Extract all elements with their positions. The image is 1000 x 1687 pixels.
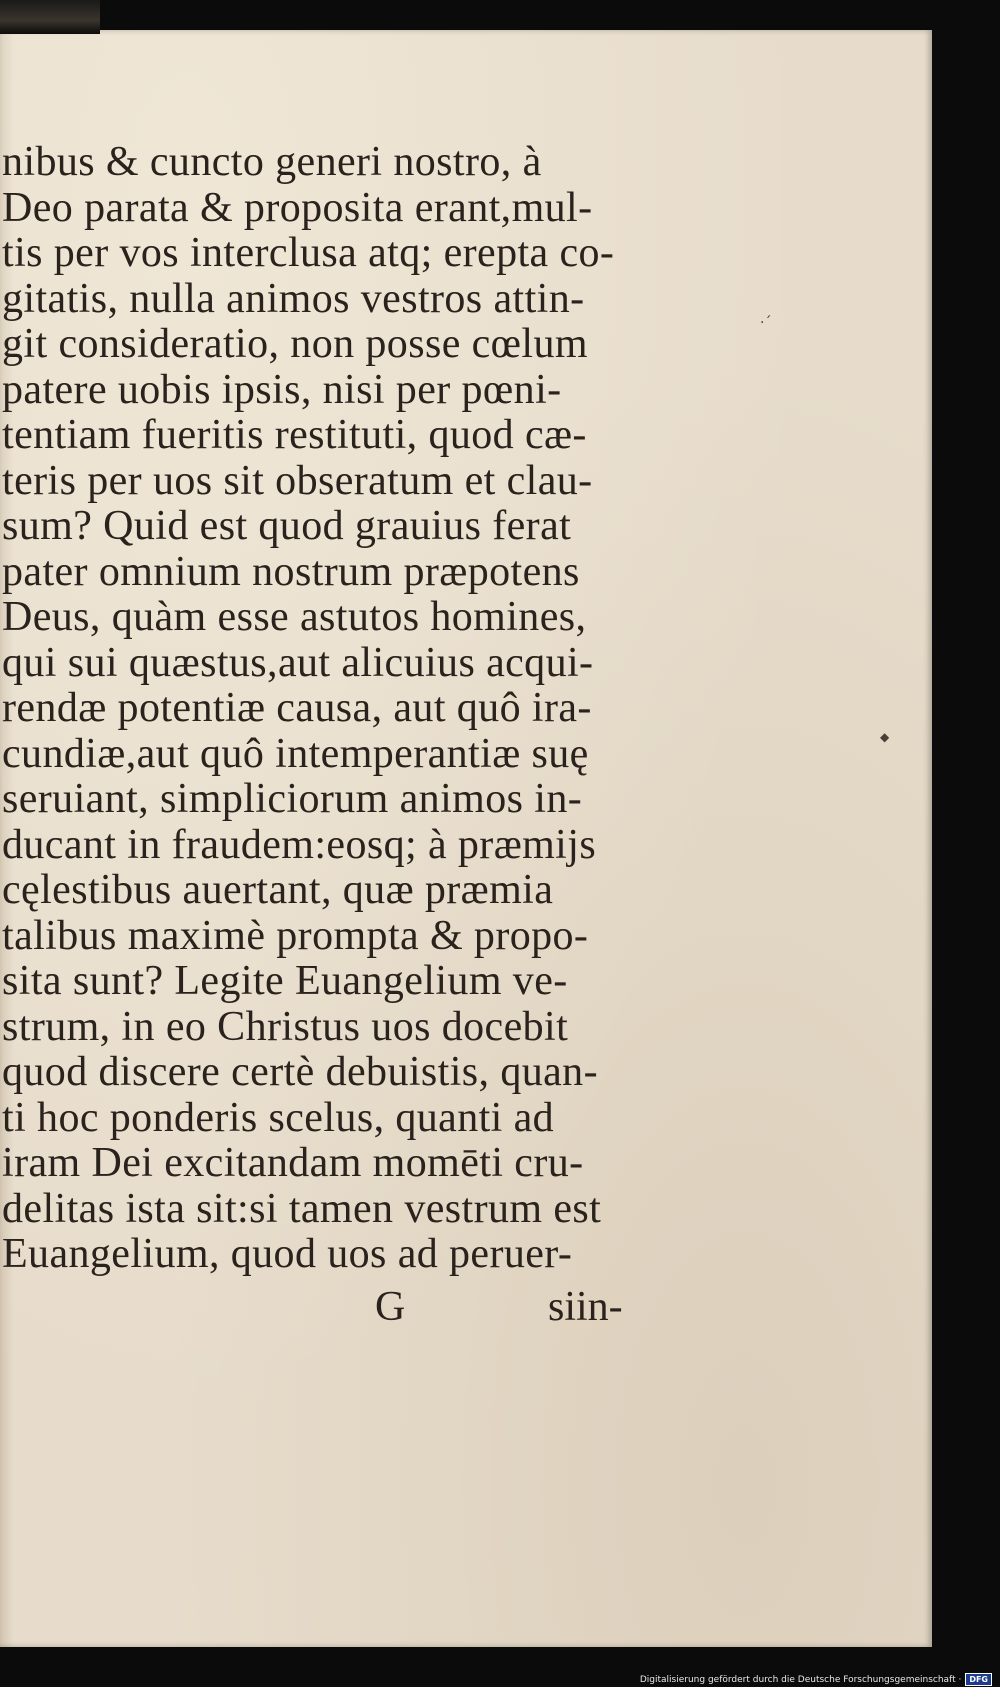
catchword: siin-: [548, 1284, 623, 1330]
text-line: teris per uos sit obseratum et clau-: [2, 457, 593, 504]
book-page: [0, 30, 932, 1647]
text-line: Euangelium, quod uos ad peruer-: [2, 1231, 573, 1277]
text-line: nibus & cuncto generi nostro, à: [2, 139, 542, 185]
text-line: strum, in eo Christus uos docebit: [2, 1003, 569, 1050]
text-line: quod discere certè debuistis, quan-: [2, 1049, 598, 1095]
text-line: git consideratio, non posse cœlum: [2, 321, 588, 367]
credit-text: Digitalisierung gefördert durch die Deutsche Forschungsgemeinschaft ·: [639, 1674, 962, 1685]
text-line: ti hoc ponderis scelus, quanti ad: [2, 1094, 555, 1141]
page-footer-line: [0, 1283, 680, 1333]
text-line: cęlestibus auertant, quæ præmia: [2, 867, 554, 913]
text-line: tentiam fueritis restituti, quod cæ-: [2, 412, 587, 458]
text-line: delitas ista sit:si tamen vestrum est: [2, 1185, 602, 1232]
text-line: pater omnium nostrum præpotens: [2, 548, 580, 595]
text-line: seruiant, simpliciorum animos in-: [2, 776, 583, 822]
text-line: sum? Quid est quod grauius ferat: [2, 503, 572, 549]
text-line: iram Dei excitandam momēti cru-: [2, 1140, 584, 1186]
text-line: ducant in fraudem:eosq; à præmijs: [2, 821, 597, 868]
text-line: patere uobis ipsis, nisi per pœni-: [2, 366, 562, 413]
signature-mark: G: [375, 1284, 406, 1330]
text-line: rendæ potentiæ causa, aut quô ira-: [2, 685, 592, 731]
page-text: [0, 140, 680, 1278]
footer-bar: [0, 1647, 1000, 1687]
dfg-logo-icon: DFG: [965, 1673, 992, 1686]
ink-speck: ·ˊ: [760, 315, 772, 331]
text-line: tis per vos interclusa atq; erepta co-: [2, 230, 615, 276]
funding-credit: [640, 1673, 992, 1686]
text-line: qui sui quæstus,aut alicuius acqui-: [2, 639, 594, 686]
text-line: sita sunt? Legite Euangelium ve-: [2, 958, 568, 1004]
text-line: Deus, quàm esse astutos homines,: [2, 594, 587, 640]
ink-speck: ◆: [880, 730, 890, 744]
text-line: Deo parata & proposita erant,mul-: [2, 184, 593, 231]
text-line: cundiæ,aut quô intemperantiæ suę: [2, 730, 589, 777]
text-line: talibus maximè prompta & propo-: [2, 912, 589, 959]
text-line: gitatis, nulla animos vestros attin-: [2, 275, 585, 322]
page-corner-shadow: [0, 0, 100, 34]
